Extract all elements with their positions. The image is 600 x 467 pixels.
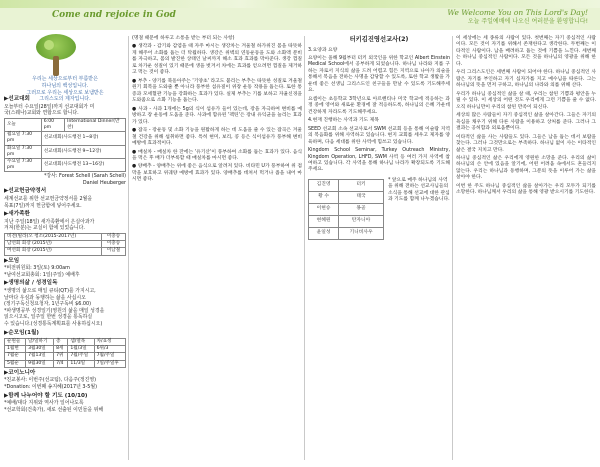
welcome-title-ko: 오늘 주일예배에 나오신 여러분을 환영합니다! (467, 18, 588, 25)
bulletin-title: Come and rejoice in God (52, 10, 176, 20)
paragraph: 4.현재 진행하는 사역과 기도 제목 (308, 118, 379, 124)
section-title: ▶코이노니아 (4, 369, 36, 376)
page-header (0, 0, 600, 30)
tree-icon (34, 34, 78, 82)
section-text: *남여선교회총회: 1일(주일) 예배후 (4, 271, 80, 278)
announcements-column (4, 34, 126, 413)
paragraph: ● 부추 - 양기를 북돋아주는 '기양초' 라고도 불리는 부추는 따뜻한 성질로 겨울철 원기 회복을 도와줄 뿐 아니라 풍부한 섬유질이 위장 운동 작용을 돕는다. 또한 통증과 모세혈관 기능을 강화하는 효과가 있다. 실제 부추는 기를 보하고 자율신경을 도와줌으로 소화 기능을 돕는다. (132, 78, 302, 104)
section-title: ▶함께 나누어야 할 기도 (10/10) (4, 392, 88, 399)
tree-caption: 우리는 세상으로부터 부름받은 하나님의 백성입니다. 그러므로 우리는 세상으로 보냄받은 그리스도의 제자입니다. (26, 76, 104, 103)
column-divider (128, 36, 129, 460)
new-family-table: 비전(빌라)오 청소(2015-2017년) 이충승 남선회 회장 (2015년) 이충승 여선회 회장 (2015년) 이남철 (4, 233, 126, 256)
paragraph: 이번 한 주도 하나님 중심적인 삶을 살아가는 우리 모두가 되기를 소망한다. 하나님께서 우리의 삶을 통해 영광 받으시기를 기도한다. (456, 183, 596, 196)
paragraph: 세상의 많은 사람들이 자기 중심적인 삶을 살아간다. 그들은 자기의 욕심을 채우기 위해 다른 사람을 이용하고 상처를 준다. 그러나 그 결과는 공허함과 외로움뿐이다. (456, 113, 596, 132)
section-text: 수 있습니다.(성경통독계획표를 사용하십시오) (4, 320, 103, 327)
paragraph: 이타적인 삶을 사는 사람들도 있다. 그들은 남을 돕는 데서 보람을 찾는다. 그러나 그것만으로는 부족하다. 하나님 없이 사는 이타적인 삶은 결국 지치고 만다. (456, 134, 596, 153)
essay-column (456, 36, 596, 199)
paragraph: 우리가 하나님 중심적인 삶을 살 때, 우리는 참된 기쁨과 평안을 누릴 수 있다. 이 세상의 어떤 것도 우리에게 그런 기쁨을 줄 수 없다. 오직 하나님만이 우리의 참된 만족이 되신다. (456, 91, 596, 110)
section-text: *친교봉사: 이번주(선교팀), 다음주(정진영) (4, 377, 96, 384)
section-text: 지난 주일(18일) 새가족환에서 은실아과가 (4, 218, 95, 225)
paragraph: 하나님 중심적인 삶은 우리에게 영원한 소망을 준다. 우리의 삶이 하나님의 손 안에 있음을 알기에, 어떤 어려움 속에서도 흔들리지 않는다. 우리는 하나님과 동행하며, 그분의 뜻을 이루어 가는 삶을 살아야 한다. (456, 155, 596, 181)
section-title: ▶선교대회 (4, 96, 30, 102)
section-text: *생명의 삶으로 매일 큐티(QT)를 가지시고, (4, 287, 96, 294)
small-group-table: 순원들 날/일하기 총 셈/열목 차/표정 1월현 3월30일 8세 1월/3일 6위/3 7월순 7월13일 7위 7월/주일 7월/주일 5월순 9월30일 7/4 11/3일 7일/주일후 (4, 338, 126, 368)
section-title: ▶선교헌금약정서 (4, 188, 47, 195)
section-text: 겨져(한분)는 교실이 함에 있었습니다. (4, 225, 85, 232)
missionary-note: * 앞으로 매주 하나님의 사역을 위해 전하는 선교사님들의 소식을 통해 선교에 대한 관심과 기도를 함께 나누겠습니다. (388, 177, 450, 203)
missionary-column (308, 36, 450, 241)
paragraph: 이 세상에는 세 종류의 사람이 있다. 첫번째는 자기 중심적인 사람이다. 모든 것이 자기를 위해서 존재한다고 생각한다. 두번째는 이타적인 사람이다. 남을 배려하고 돕는 것에 기쁨을 느낀다. 세번째는 하나님 중심적인 사람이다. 모든 것을 하나님의 영광을 위해 한다. (456, 36, 596, 67)
section-title: ▶모임 (4, 257, 20, 264)
section-text: 날마다 우심과 동행하는 삶을 사십시오 (4, 294, 86, 301)
missionary-table: 김진영 터키 황 수 태국 이현승 몽골 현혜원 탄자니아 윤일성 기니비사우 (308, 179, 384, 240)
speaker-line: Daniel Heuberger (82, 179, 126, 186)
mission-schedule-table: 오늘 6:00 pm International Dinner(만찬) 월요일 7:30 pm 선교대회(사도행전 1~8장) 화요일 7:30 pm 선교대회(사도행전 9~12장) 수요일 7:30 pm 선교대회(사도행전 13~16장) (4, 118, 126, 173)
welcome-title-en: We Welcome You on This Lord's Day! (447, 8, 588, 17)
paragraph: 우리 그리스도인은 세번째 사람이 되어야 한다. 하나님 중심적인 사람은 자기를 부인하고 자기 십자가를 지고 예수님을 따른다. 그는 하나님의 뜻을 먼저 구하고, 하나님의 나라와 의를 위해 산다. (456, 70, 596, 89)
missionary-heading: 터키김진영선교사(2) (349, 36, 409, 43)
health-tips-column (132, 36, 302, 186)
section-text: *비전위원회: 3일(토) 9:00am (4, 265, 70, 272)
paragraph: 요셉이는 초등학교 3학년으로 아르헨티나 미국 학교에 적응하는 과정 중에 영어와 새로운 환경에 잘 적응하도록, 하나님의 은혜 가운데 건강하게 자라도록 기도해주세요. (308, 96, 450, 115)
section-text: 국(스웨나)교회와 연합으로 합니다. (4, 110, 79, 117)
speaker-line: *강사: Forest Schell (Sarah Schell) (43, 173, 126, 180)
column-divider (304, 36, 305, 460)
section-title: ▶생명의삶 / 성경일독 (4, 280, 58, 287)
paragraph: ● 양배추 - 양배추는 위에 좋은 음식으로 알려져 있다. 비타민 U가 풍부하여 위 점막을 보호하고 위궤양 예방에 효과가 있다. 양배추를 데쳐서 먹거나 즙을 내어 마시면 좋다. (132, 164, 302, 183)
section-text: *Donation: 이번째 송지혜(2017년 3-5월) (4, 384, 98, 390)
paragraph: ● 사과 - 사과 1개에는 5g의 식이 섬유가 들어 있는데, 장을 자극하여 변비를 예방하고 장 운동에 도움을 준다. 사과에 함유된 '펙틴'은 장내 유익균을 늘리는 효과가 있다. (132, 106, 302, 125)
missionary-footer (308, 178, 450, 241)
paragraph: ● 생각과 - 감기와 감염을 때 자주 마시는 생강차는 겨울철 하가위진 몸을 따뜻하게 해주어 소화를 돕는 더 탁월하다. 생강은 위벽의 연동운동을 도와 소화액 분비를 자극하고, 몸의 발진한 상태인 날씨까지 해소 효과 효과를 막아준다. 생강 껍질로 차가운 성질이 있기 때문에 생을 벗겨서 차에는 효과를 얻으려면 껍질을 제거하고 먹는 것이 좋다. (132, 44, 302, 76)
section-title: ▶순모임(1월) (4, 329, 39, 336)
paragraph: ● 매실차 - 매실차 한 잔에는 '유기산'이 풍부하여 소화를 돕는 효과가 있다. 음식을 먹은 후 배가 더부룩할 때 매실차를 마시면 좋다. (132, 149, 302, 161)
section-text: (정기구독신청요청자, 1년구독비 $6.00) (4, 301, 92, 308)
section-text: *선교학회(건축가), 새로 선출된 이민들을 위해 (4, 406, 104, 413)
section-text: 세계선교를 위한 선교헌금약정서를 2월을 (4, 196, 93, 203)
paragraph: 3.요양과 요양 (308, 47, 338, 53)
section-title: ▶새가족환 (4, 211, 30, 218)
paragraph: (명절 때문에 하루고 소통을 받는 부터 되는 사항) (132, 36, 235, 41)
section-text: *예배/대다 지위와 역사가 일어나도록 (4, 400, 84, 407)
section-text: 목표(7일)까지 헌금함에 넣어주세요. (4, 202, 82, 209)
paragraph: ● 잡곡 - 장운동 및 소화 기능을 원활하게 하는 데 도움을 줄 수 있는 잡곡은 겨울철 건강을 위해 섭취하면 좋다. 특히 현미, 보리, 콩 등은 식이섬유가 풍부해 변비 예방에 효과적이다. (132, 128, 302, 147)
paragraph: Kingdom School Seminar, Turkey Outreach Ministry, Kingdom Operation, LHFD, SWM 사역 등 여러 가지 사역에 참여하고 있습니다. 각 사역을 통해 하나님 나라가 확장되도록 기도해주세요. (308, 148, 450, 173)
paragraph: 요양이는 올해 9월부터 터키 외국인을 위한 학교인 Albert Einstein Medical School에서 공부하게 되었습니다. 하나님 나라와 지를 구하는 자로서 지식의 삶을 드려 어렵고 힘든 지역으로 나아가 의술을 통해서 복음을 전하는 사명을 감당할 수 있도록, 또한 학교 생활을 가운데 좋은 선생님 그리스도인 친구들을 만날 수 있도록 기도해주세요. (308, 55, 450, 94)
section-text: 오늘부터 수요일(28일)까지 선교대회가 미 (4, 103, 95, 110)
column-divider (452, 36, 453, 460)
leaf-decoration (0, 0, 600, 8)
section-text: *파생명공부 성경일기(영원의 삶을 매일 성경을 (4, 307, 105, 314)
paragraph: SEED 선교회 소속 선교사로서 SWM 선교회 등을 통해 이슬람 지역의 복음화를 위해 사역하고 있습니다. 현지 교회를 세우고 제자를 양육하며, 다음 세대를 위한 사역에 힘쓰고 있습니다. (308, 126, 450, 145)
section-text: 읽으시고로, 일주일 한번 성경을 통독하실 (4, 314, 93, 321)
